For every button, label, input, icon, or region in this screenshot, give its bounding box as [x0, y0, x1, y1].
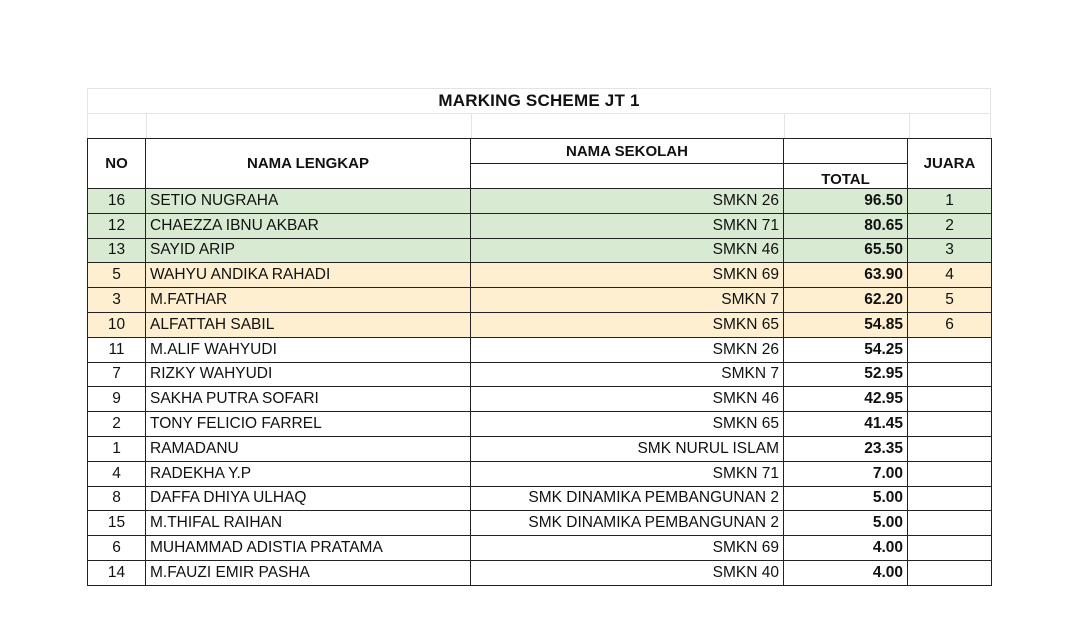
cell-name[interactable]: RADEKHA Y.P	[146, 461, 471, 486]
cell-school[interactable]: SMKN 26	[471, 189, 784, 214]
cell-no[interactable]: 13	[88, 238, 146, 263]
cell-no[interactable]: 6	[88, 536, 146, 561]
table-row	[88, 362, 992, 387]
cell-total[interactable]: 65.50	[784, 238, 908, 263]
cell-school[interactable]: SMKN 40	[471, 560, 784, 585]
cell-no[interactable]: 16	[88, 189, 146, 214]
table-row	[88, 337, 992, 362]
empty-cell[interactable]	[87, 114, 146, 138]
cell-name[interactable]: RAMADANU	[146, 436, 471, 461]
cell-name[interactable]: MUHAMMAD ADISTIA PRATAMA	[146, 536, 471, 561]
table-row	[88, 288, 992, 313]
cell-juara[interactable]	[908, 486, 992, 511]
header-no[interactable]: NO	[88, 139, 146, 189]
cell-juara[interactable]: 2	[908, 213, 992, 238]
cell-no[interactable]: 9	[88, 387, 146, 412]
cell-juara[interactable]	[908, 412, 992, 437]
cell-no[interactable]: 7	[88, 362, 146, 387]
empty-cell[interactable]	[471, 114, 784, 138]
table-row	[88, 213, 992, 238]
cell-name[interactable]: SAYID ARIP	[146, 238, 471, 263]
cell-name[interactable]: M.ALIF WAHYUDI	[146, 337, 471, 362]
cell-school[interactable]: SMKN 7	[471, 288, 784, 313]
cell-school[interactable]: SMK NURUL ISLAM	[471, 436, 784, 461]
cell-no[interactable]: 15	[88, 511, 146, 536]
cell-total[interactable]: 42.95	[784, 387, 908, 412]
cell-school[interactable]: SMK DINAMIKA PEMBANGUNAN 2	[471, 511, 784, 536]
empty-cell[interactable]	[909, 114, 991, 138]
cell-name[interactable]: TONY FELICIO FARREL	[146, 412, 471, 437]
cell-name[interactable]: M.FATHAR	[146, 288, 471, 313]
cell-name[interactable]: DAFFA DHIYA ULHAQ	[146, 486, 471, 511]
cell-school[interactable]: SMKN 46	[471, 387, 784, 412]
cell-total[interactable]: 52.95	[784, 362, 908, 387]
cell-school[interactable]: SMKN 65	[471, 412, 784, 437]
cell-no[interactable]: 14	[88, 560, 146, 585]
table-row	[88, 412, 992, 437]
cell-juara[interactable]: 1	[908, 189, 992, 214]
table-row	[88, 189, 992, 214]
sheet-title-cell[interactable]	[87, 88, 991, 113]
blank-row	[87, 113, 991, 138]
cell-school[interactable]: SMKN 69	[471, 536, 784, 561]
cell-no[interactable]: 4	[88, 461, 146, 486]
cell-total[interactable]: 5.00	[784, 511, 908, 536]
table-row	[88, 238, 992, 263]
cell-total[interactable]: 4.00	[784, 536, 908, 561]
cell-juara[interactable]	[908, 536, 992, 561]
empty-cell[interactable]	[146, 114, 471, 138]
cell-no[interactable]: 11	[88, 337, 146, 362]
table-row	[88, 461, 992, 486]
cell-no[interactable]: 12	[88, 213, 146, 238]
sheet-title: MARKING SCHEME JT 1	[438, 91, 640, 110]
cell-total[interactable]: 54.25	[784, 337, 908, 362]
cell-no[interactable]: 2	[88, 412, 146, 437]
table-row	[88, 436, 992, 461]
cell-juara[interactable]	[908, 461, 992, 486]
cell-school[interactable]: SMKN 46	[471, 238, 784, 263]
cell-name[interactable]: WAHYU ANDIKA RAHADI	[146, 263, 471, 288]
cell-no[interactable]: 10	[88, 312, 146, 337]
cell-juara[interactable]	[908, 387, 992, 412]
cell-juara[interactable]	[908, 511, 992, 536]
header-juara[interactable]: JUARA	[908, 139, 992, 189]
header-name[interactable]: NAMA LENGKAP	[146, 139, 471, 189]
table-row	[88, 312, 992, 337]
header-total-top[interactable]	[784, 139, 908, 164]
cell-name[interactable]: RIZKY WAHYUDI	[146, 362, 471, 387]
cell-no[interactable]: 8	[88, 486, 146, 511]
cell-total[interactable]: 7.00	[784, 461, 908, 486]
cell-no[interactable]: 5	[88, 263, 146, 288]
cell-total[interactable]: 23.35	[784, 436, 908, 461]
score-table	[87, 138, 992, 586]
cell-no[interactable]: 3	[88, 288, 146, 313]
table-row	[88, 387, 992, 412]
cell-total[interactable]: 62.20	[784, 288, 908, 313]
cell-school[interactable]: SMKN 26	[471, 337, 784, 362]
header-school-sub[interactable]	[471, 164, 784, 189]
cell-name[interactable]: ALFATTAH SABIL	[146, 312, 471, 337]
cell-juara[interactable]	[908, 436, 992, 461]
table-row	[88, 486, 992, 511]
cell-total[interactable]: 54.85	[784, 312, 908, 337]
cell-name[interactable]: CHAEZZA IBNU AKBAR	[146, 213, 471, 238]
empty-cell[interactable]	[784, 114, 909, 138]
header-school[interactable]: NAMA SEKOLAH	[471, 139, 784, 164]
cell-name[interactable]: M.THIFAL RAIHAN	[146, 511, 471, 536]
cell-name[interactable]: SETIO NUGRAHA	[146, 189, 471, 214]
cell-juara[interactable]	[908, 362, 992, 387]
cell-no[interactable]: 1	[88, 436, 146, 461]
cell-total[interactable]: 5.00	[784, 486, 908, 511]
cell-juara[interactable]	[908, 337, 992, 362]
cell-name[interactable]: M.FAUZI EMIR PASHA	[146, 560, 471, 585]
cell-school[interactable]: SMK DINAMIKA PEMBANGUNAN 2	[471, 486, 784, 511]
cell-total[interactable]: 63.90	[784, 263, 908, 288]
cell-school[interactable]: SMKN 69	[471, 263, 784, 288]
cell-total[interactable]: 41.45	[784, 412, 908, 437]
cell-juara[interactable]	[908, 560, 992, 585]
cell-school[interactable]: SMKN 71	[471, 213, 784, 238]
table-row	[88, 560, 992, 585]
cell-total[interactable]: 4.00	[784, 560, 908, 585]
cell-juara[interactable]: 3	[908, 238, 992, 263]
cell-juara[interactable]: 4	[908, 263, 992, 288]
cell-school[interactable]: SMKN 71	[471, 461, 784, 486]
cell-juara[interactable]: 5	[908, 288, 992, 313]
cell-total[interactable]: 96.50	[784, 189, 908, 214]
cell-juara[interactable]: 6	[908, 312, 992, 337]
header-total[interactable]: TOTAL	[784, 164, 908, 189]
cell-school[interactable]: SMKN 7	[471, 362, 784, 387]
cell-name[interactable]: SAKHA PUTRA SOFARI	[146, 387, 471, 412]
cell-total[interactable]: 80.65	[784, 213, 908, 238]
table-row	[88, 263, 992, 288]
table-row	[88, 511, 992, 536]
cell-school[interactable]: SMKN 65	[471, 312, 784, 337]
spreadsheet	[87, 88, 991, 586]
table-body	[88, 189, 992, 586]
table-row	[88, 536, 992, 561]
